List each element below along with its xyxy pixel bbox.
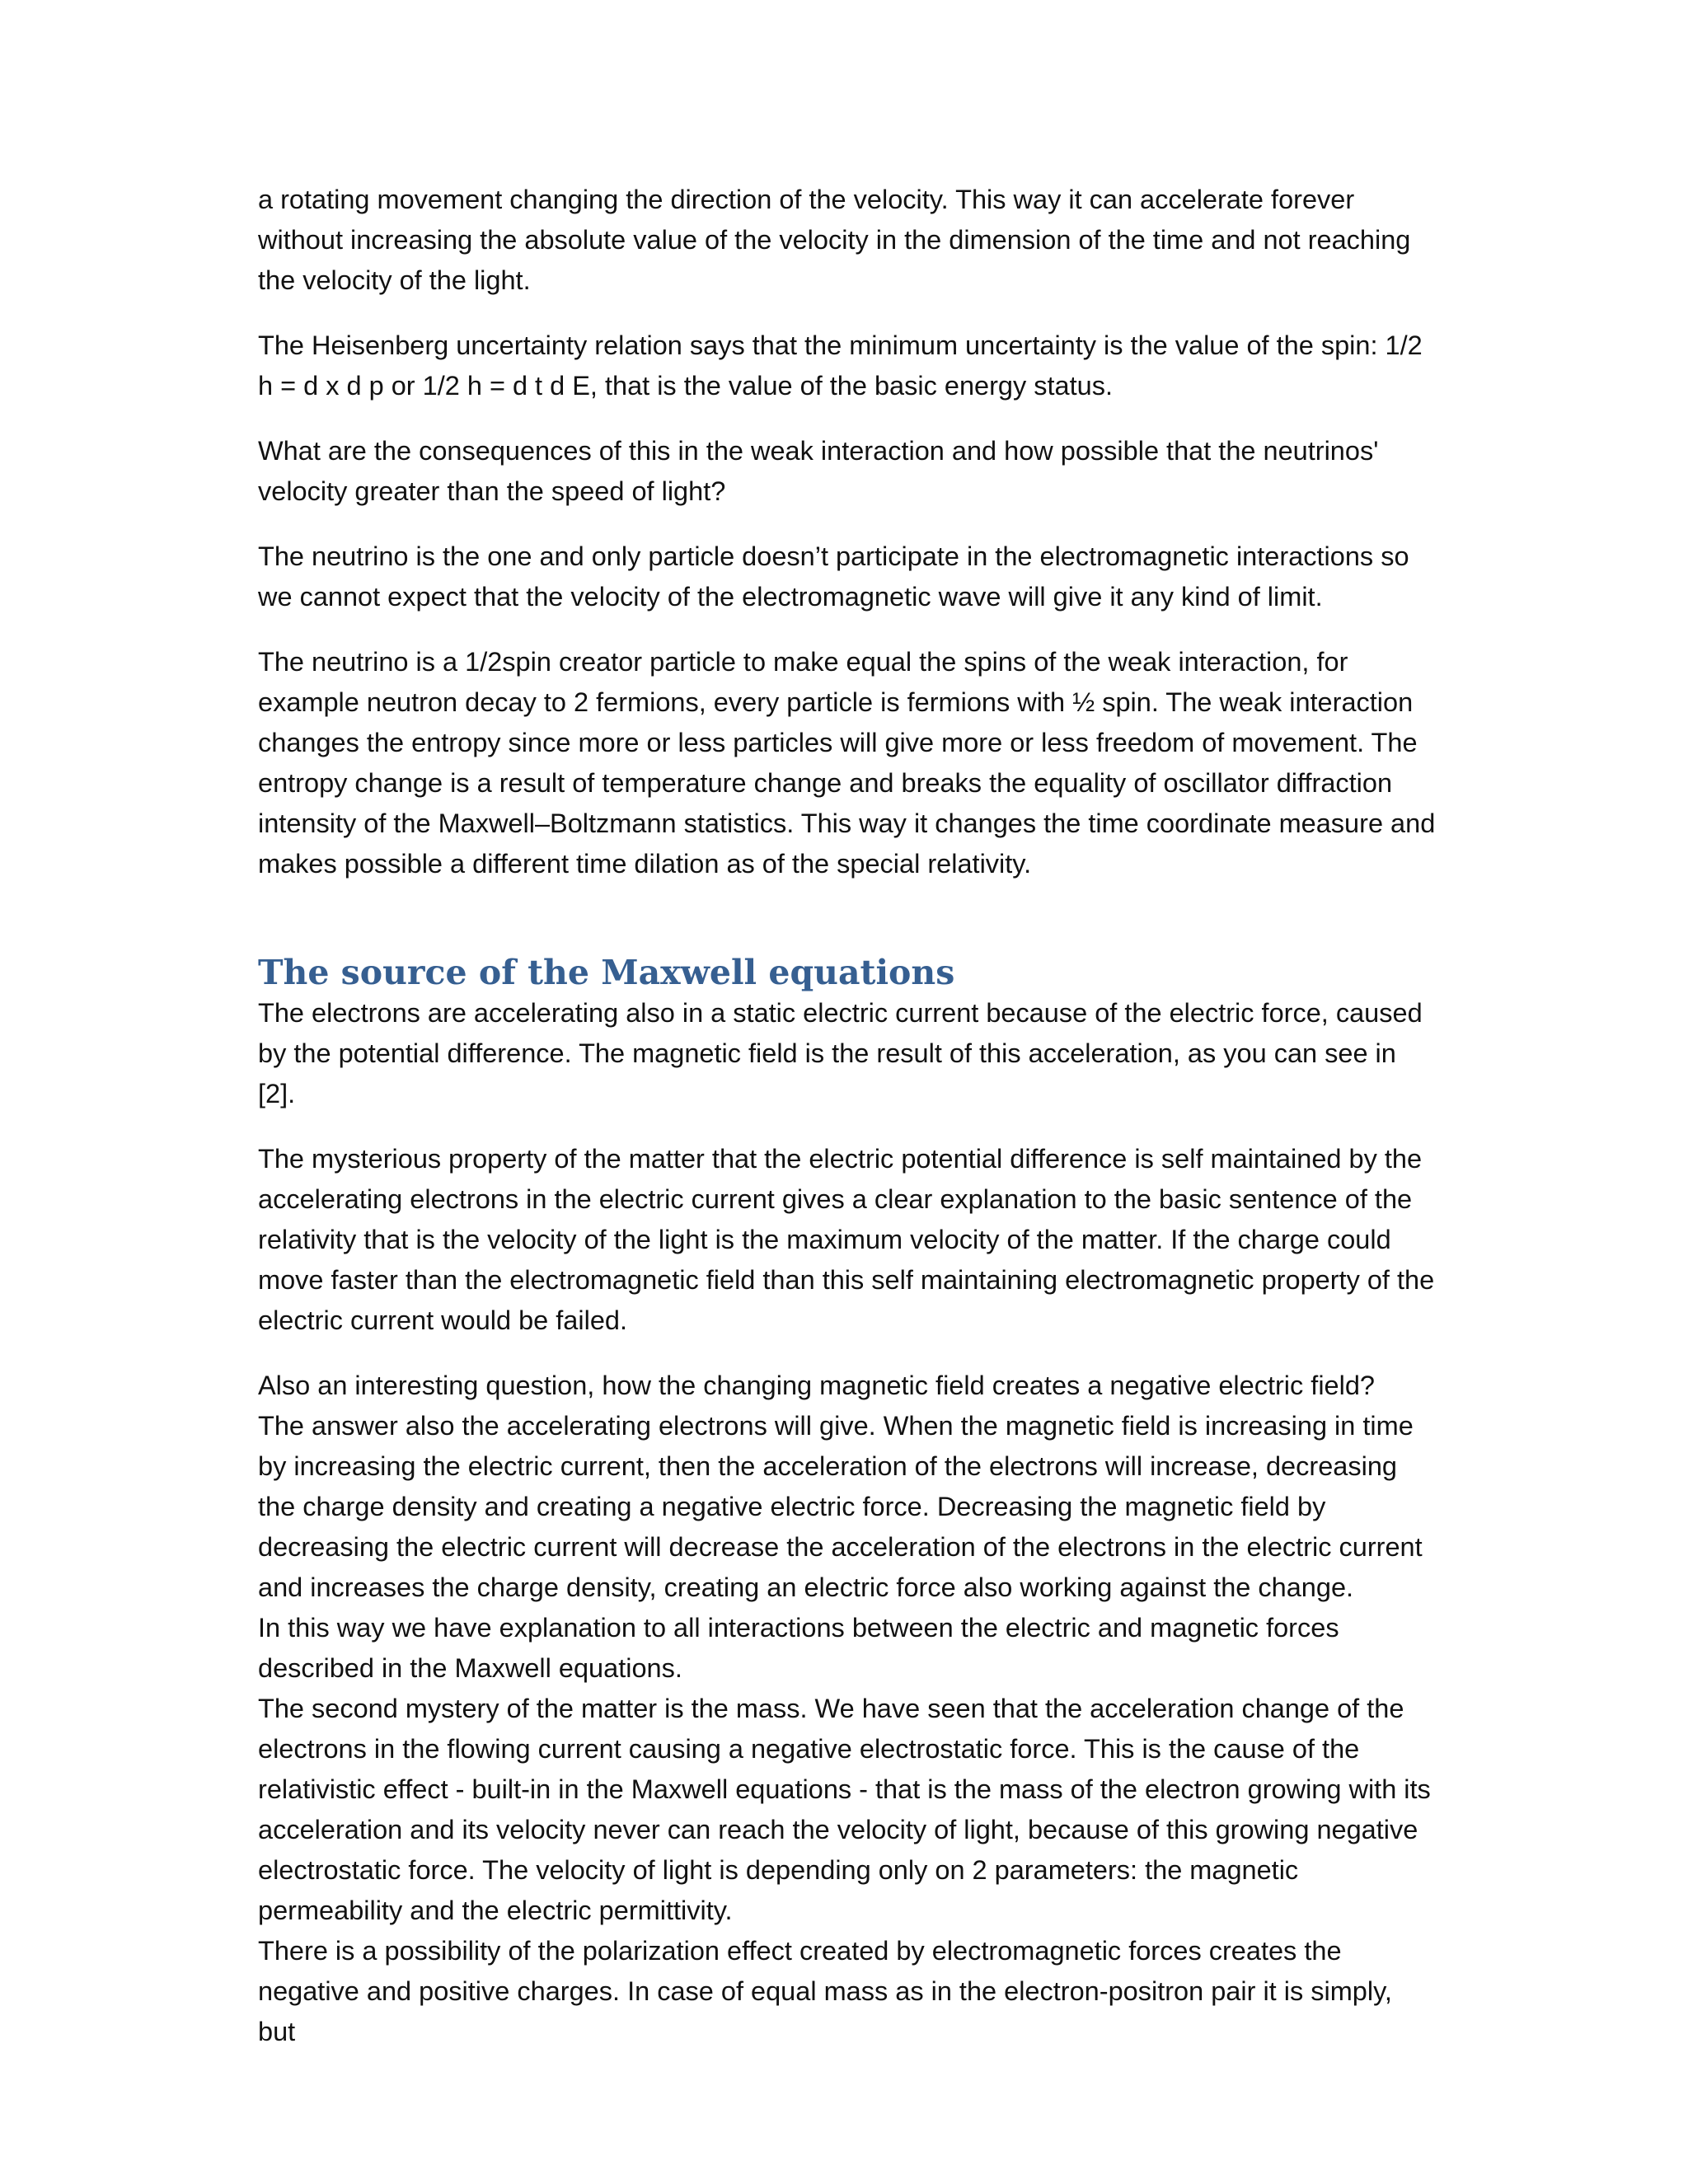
section-heading: The source of the Maxwell equations	[258, 953, 955, 992]
line-second-mystery-mass: The second mystery of the matter is the mass. We have seen that the acceleration change of the electrons in the flowing current causing a negative electrostatic force. This is the cause of the relativistic effect - built-in in the Maxwell equations - that is the mass of the electron growing with its acceleration and its velocity never can reach the velocity of light, because of this growing negative electrostatic force. The velocity of light is depending only on 2 parameters: the magnetic permeability and the electric permittivity.	[258, 1694, 1431, 1925]
paragraph-neutrino-electromagnetic: The neutrino is the one and only particle doesn’t participate in the electromagnetic interactions so we cannot expect that the velocity of the electromagnetic wave will give it any kind of limit.	[258, 541, 1409, 612]
paragraph-weak-interaction-question: What are the consequences of this in the weak interaction and how possible that the neutrinos' velocity greater than the speed of light?	[258, 436, 1379, 506]
line-explanation-interactions: In this way we have explanation to all interactions between the electric and magnetic forces described in the Maxwell equations.	[258, 1613, 1339, 1683]
paragraph-static-current: The electrons are accelerating also in a static electric current because of the electric force, caused by the potential difference. The magnetic field is the result of this acceleration, as you can see in [2].	[258, 998, 1423, 1108]
line-interesting-question: Also an interesting question, how the changing magnetic field creates a negative electric field?	[258, 1371, 1375, 1400]
paragraph-mysterious-property: The mysterious property of the matter that the electric potential difference is self maintained by the accelerating electrons in the electric current gives a clear explanation to the basic sentence of the relativity that is the velocity of the light is the maximum velocity of the matter. If the charge could move faster than the electromagnetic field than this self maintaining electromagnetic property of the electric current would be failed.	[258, 1144, 1435, 1335]
line-answer-accelerating-electrons: The answer also the accelerating electrons will give. When the magnetic field is increasing in time by increasing the electric current, then the acceleration of the electrons will increase, decreasing the charge density and creating a negative electric force. Decreasing the magnetic field by decreasing the electric current will decrease the acceleration of the electrons in the electric current and increases the charge density, creating an electric force also working against the change.	[258, 1411, 1423, 1602]
paragraph-heisenberg: The Heisenberg uncertainty relation says that the minimum uncertainty is the value of the spin: 1/2 h = d x d p or 1/2 h = d t d E, that is the value of the basic energy status.	[258, 330, 1423, 401]
paragraph-rotating-movement: a rotating movement changing the direction of the velocity. This way it can accelerate forever without increasing the absolute value of the velocity in the dimension of the time and not reaching the velocity of the light.	[258, 185, 1411, 295]
paragraph-neutrino-spin: The neutrino is a 1/2spin creator particle to make equal the spins of the weak interaction, for example neutron decay to 2 fermions, every particle is fermions with ½ spin. The weak interaction changes the entropy since more or less particles will give more or less freedom of movement. The entropy change is a result of temperature change and breaks the equality of oscillator diffraction intensity of the Maxwell–Boltzmann statistics. This way it changes the time coordinate measure and makes possible a different time dilation as of the special relativity.	[258, 647, 1436, 879]
document-body	[258, 180, 1437, 2052]
line-polarization-effect: There is a possibility of the polarization effect created by electromagnetic forces creates the negative and positive charges. In case of equal mass as in the electron-positron pair it is simply, but	[258, 1936, 1392, 2046]
